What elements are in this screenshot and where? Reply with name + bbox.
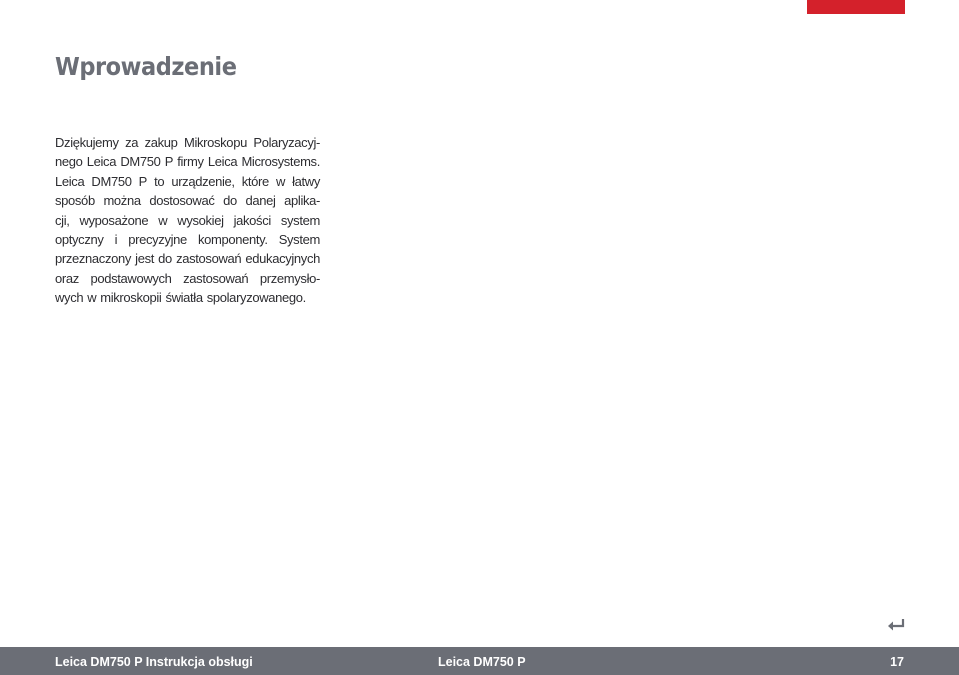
paragraph-line [55,213,320,232]
paragraph-word: jakości [233,212,271,228]
paragraph-word: do [158,251,172,267]
paragraph-word: łatwy [292,173,320,189]
paragraph-word: danej [245,193,276,209]
footer-manual-title: Leica DM750 P Instrukcja obsługi [55,655,253,669]
paragraph-word: zastosowań [176,251,242,267]
paragraph-word: i [114,231,118,247]
return-arrow-icon[interactable] [886,617,906,633]
paragraph-word: edukacyjnych [245,251,320,267]
paragraph-word: precyzyjne [128,231,187,247]
paragraph-word: firmy [177,154,204,170]
paragraph-word: cji, [55,212,70,228]
paragraph-line [55,154,320,173]
paragraph-line [55,174,320,193]
paragraph-word: Dziękujemy [55,135,119,150]
paragraph-line [55,193,320,212]
paragraph-word: komponenty. [197,231,268,247]
paragraph-word: nego [55,154,83,170]
paragraph-word: Leica [55,173,85,189]
paragraph-word: Polaryzacyj- [253,135,320,150]
paragraph-word: oraz [55,270,79,286]
page-footer [0,647,959,675]
paragraph-word: Microsystems. [241,154,320,170]
paragraph-word: DM750 [120,154,161,170]
paragraph-word: wych [55,290,84,306]
footer-page-number: 17 [890,655,904,669]
paragraph-word: do [223,193,237,209]
paragraph-word: jest [135,251,155,267]
paragraph-word: zakup [144,135,178,150]
paragraph-word: które [241,173,269,189]
paragraph-word: dostosować [149,193,215,209]
paragraph-line [55,251,320,270]
paragraph-line [55,290,320,309]
paragraph-word: podstawowych [90,270,172,286]
paragraph-word: za [125,135,139,150]
paragraph-word: system [280,212,320,228]
paragraph-word: DM750 [91,173,132,189]
paragraph-word: sposób [55,193,95,209]
paragraph-word: optyczny [55,231,104,247]
paragraph-word: przemysło- [259,270,320,286]
paragraph-word: spolaryzowanego. [206,290,306,306]
paragraph-word: wysokiej [177,212,224,228]
paragraph-word: Mikroskopu [183,135,247,150]
paragraph-word: System [278,231,320,247]
paragraph-word: to [154,173,165,189]
paragraph-word: P [164,154,174,170]
page-title: Wprowadzenie [55,52,237,81]
paragraph-word: w [275,173,286,189]
paragraph-word: aplika- [284,193,320,209]
paragraph-word: wyposażone [79,212,149,228]
paragraph-line [55,271,320,290]
paragraph-word: mikroskopii [100,290,162,306]
paragraph-word: w [158,212,168,228]
paragraph-word: urządzenie, [171,173,235,189]
paragraph-word: w [87,290,97,306]
paragraph-word: P [138,173,147,189]
paragraph-word: przeznaczony [55,251,132,267]
header-accent-tab [807,0,905,14]
paragraph-word: zastosowań [183,270,249,286]
paragraph-line [55,135,320,154]
paragraph-word: można [103,193,141,209]
footer-product-name: Leica DM750 P [438,655,526,669]
paragraph-word: Leica [86,154,117,170]
intro-paragraph [55,135,320,310]
paragraph-word: Leica [207,154,238,170]
paragraph-line [55,232,320,251]
paragraph-word: światła [165,290,203,306]
